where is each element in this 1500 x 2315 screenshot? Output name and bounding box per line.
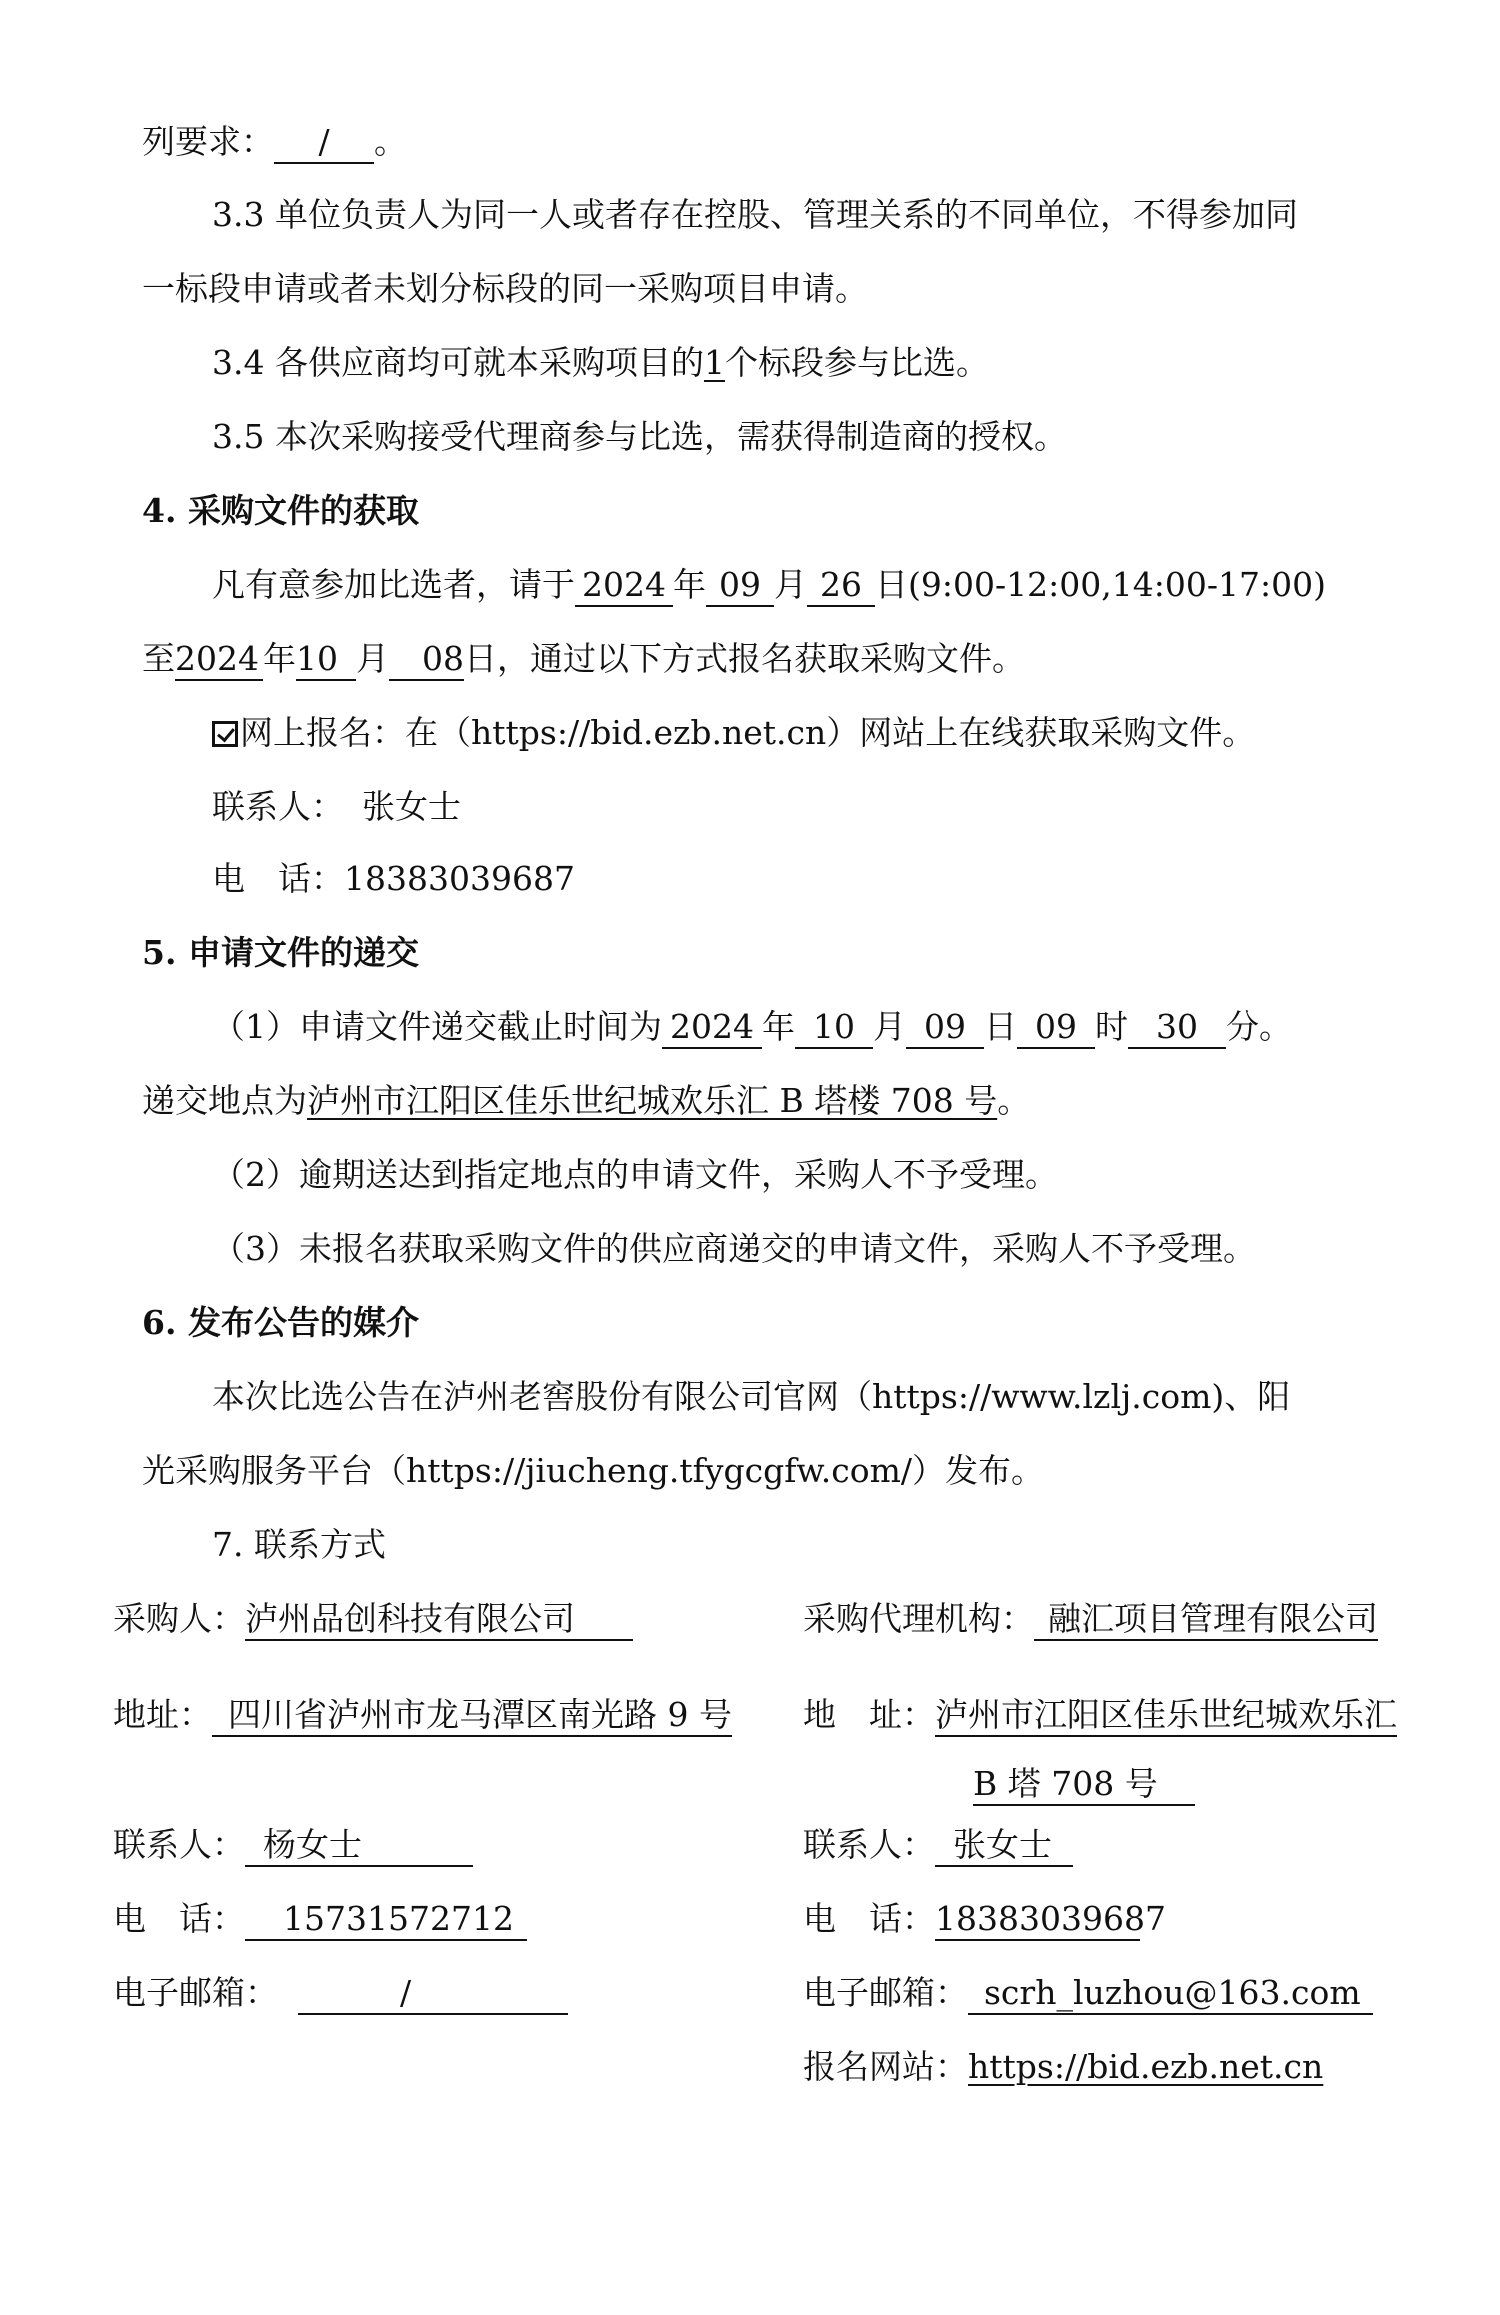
buyer-email-value: / [298,1973,568,2015]
hours: (9:00-12:00,14:00-17:00) [908,565,1326,604]
registration-site-link[interactable]: https://bid.ezb.net.cn [968,2047,1324,2086]
label: 联系人： [212,787,344,826]
text: 至 [142,639,175,678]
end-month: 10 [296,639,356,681]
deadline-minute: 30 [1128,1007,1226,1049]
text: 时 [1095,1007,1128,1046]
punct: 。 [997,1081,1031,1120]
buyer-phone [113,1897,527,1941]
label: 电子邮箱： [113,1973,278,2012]
agent-address-line2 [973,1762,1195,1806]
label: 列要求： [142,122,274,161]
label: 电子邮箱： [803,1973,968,2012]
buyer-phone-value: 15731572712 [245,1899,527,1941]
deadline-year: 2024 [662,1007,762,1049]
phone-number: 18383039687 [344,859,575,898]
text: 3.4 各供应商均可就本采购项目的 [212,343,704,382]
acquisition-period-line1 [212,563,1326,607]
requirements-tail [142,120,407,164]
item-3-3-line2: 一标段申请或者未划分标段的同一采购项目申请。 [142,269,868,308]
label: 采购人： [113,1599,245,1638]
start-month: 09 [706,565,774,607]
section-4-heading: 4. 采购文件的获取 [142,491,419,530]
text: （1）申请文件递交截止时间为 [212,1007,662,1046]
submission-place [142,1079,1030,1123]
buyer-address [113,1693,732,1737]
section-count: 1 [703,343,725,382]
value: / [274,122,374,164]
text: 年 [673,565,706,604]
text: 月 [774,565,807,604]
section-7-heading: 7. 联系方式 [212,1525,386,1564]
section-5-heading: 5. 申请文件的递交 [142,933,419,972]
text: 个标段参与比选。 [724,343,989,382]
label: 电 话： [212,859,344,898]
agent-phone [803,1897,1166,1941]
online-registration [212,711,1255,755]
buyer-name-value: 泸州品创科技有限公司 [245,1599,633,1641]
label: 电 话： [803,1899,935,1938]
agent-email-value[interactable]: scrh_luzhou@163.com [968,1973,1373,2015]
text: 年 [762,1007,795,1046]
deadline-month: 10 [795,1007,873,1049]
label: 递交地点为 [142,1081,307,1120]
agent-registration-site [803,2045,1323,2089]
label: 地址： [113,1695,212,1734]
label: 联系人： [113,1825,245,1864]
agent-address-value-line2: B 塔 708 号 [973,1764,1195,1806]
acquisition-contact [212,785,461,829]
buyer-contact-value: 杨女士 [245,1825,473,1867]
late-submission-rule: （2）逾期送达到指定地点的申请文件，采购人不予受理。 [212,1155,1058,1194]
text: 日，通过以下方式报名获取采购文件。 [464,639,1025,678]
text: 年 [263,639,296,678]
buyer-address-value: 四川省泸州市龙马潭区南光路 9 号 [212,1695,732,1737]
start-day: 26 [807,565,875,607]
section-6-heading: 6. 发布公告的媒介 [142,1303,419,1342]
deadline-line [212,1005,1292,1049]
text: 月 [356,639,389,678]
agent-email [803,1971,1373,2015]
buyer-name [113,1597,633,1641]
contact-name: 张女士 [362,787,461,826]
agent-address-value-line1: 泸州市江阳区佳乐世纪城欢乐汇 [935,1695,1397,1737]
label: 电 话： [113,1899,245,1938]
agent-address [803,1693,1397,1737]
unregistered-rule: （3）未报名获取采购文件的供应商递交的申请文件，采购人不予受理。 [212,1229,1256,1268]
checkbox-checked-icon[interactable] [212,721,238,747]
agent-phone-value: 18383039687 [935,1899,1140,1941]
text: 凡有意参加比选者，请于 [212,565,575,604]
text: 日 [984,1007,1017,1046]
text: 月 [873,1007,906,1046]
start-year: 2024 [575,565,673,607]
text: 分。 [1226,1007,1292,1046]
online-registration-text: 网上报名：在（https://bid.ezb.net.cn）网站上在线获取采购文件。 [240,713,1256,752]
item-3-3-line1: 3.3 单位负责人为同一人或者存在控股、管理关系的不同单位，不得参加同 [212,195,1298,234]
label: 地 址： [803,1695,935,1734]
acquisition-phone [212,857,575,901]
label: 报名网站： [803,2047,968,2086]
deadline-hour: 09 [1017,1007,1095,1049]
acquisition-period-line2 [142,637,1025,681]
end-day: 08 [389,639,464,681]
end-year: 2024 [175,639,263,681]
media-line1: 本次比选公告在泸州老窖股份有限公司官网（https://www.lzlj.com)、阳 [212,1377,1291,1416]
punct: 。 [374,122,407,161]
label: 采购代理机构： [803,1599,1034,1638]
deadline-day: 09 [906,1007,984,1049]
item-3-5: 3.5 本次采购接受代理商参与比选，需获得制造商的授权。 [212,417,1067,456]
agent-name-value: 融汇项目管理有限公司 [1034,1599,1378,1641]
buyer-email [113,1971,568,2015]
place-value: 泸州市江阳区佳乐世纪城欢乐汇 B 塔楼 708 号 [307,1081,998,1120]
item-3-4 [212,341,989,385]
agent-name [803,1597,1378,1641]
media-line2: 光采购服务平台（https://jiucheng.tfygcgfw.com/）发布。 [142,1451,1045,1490]
agent-contact [803,1823,1073,1867]
text: 日 [875,565,908,604]
agent-contact-value: 张女士 [935,1825,1073,1867]
label: 联系人： [803,1825,935,1864]
buyer-contact [113,1823,473,1867]
